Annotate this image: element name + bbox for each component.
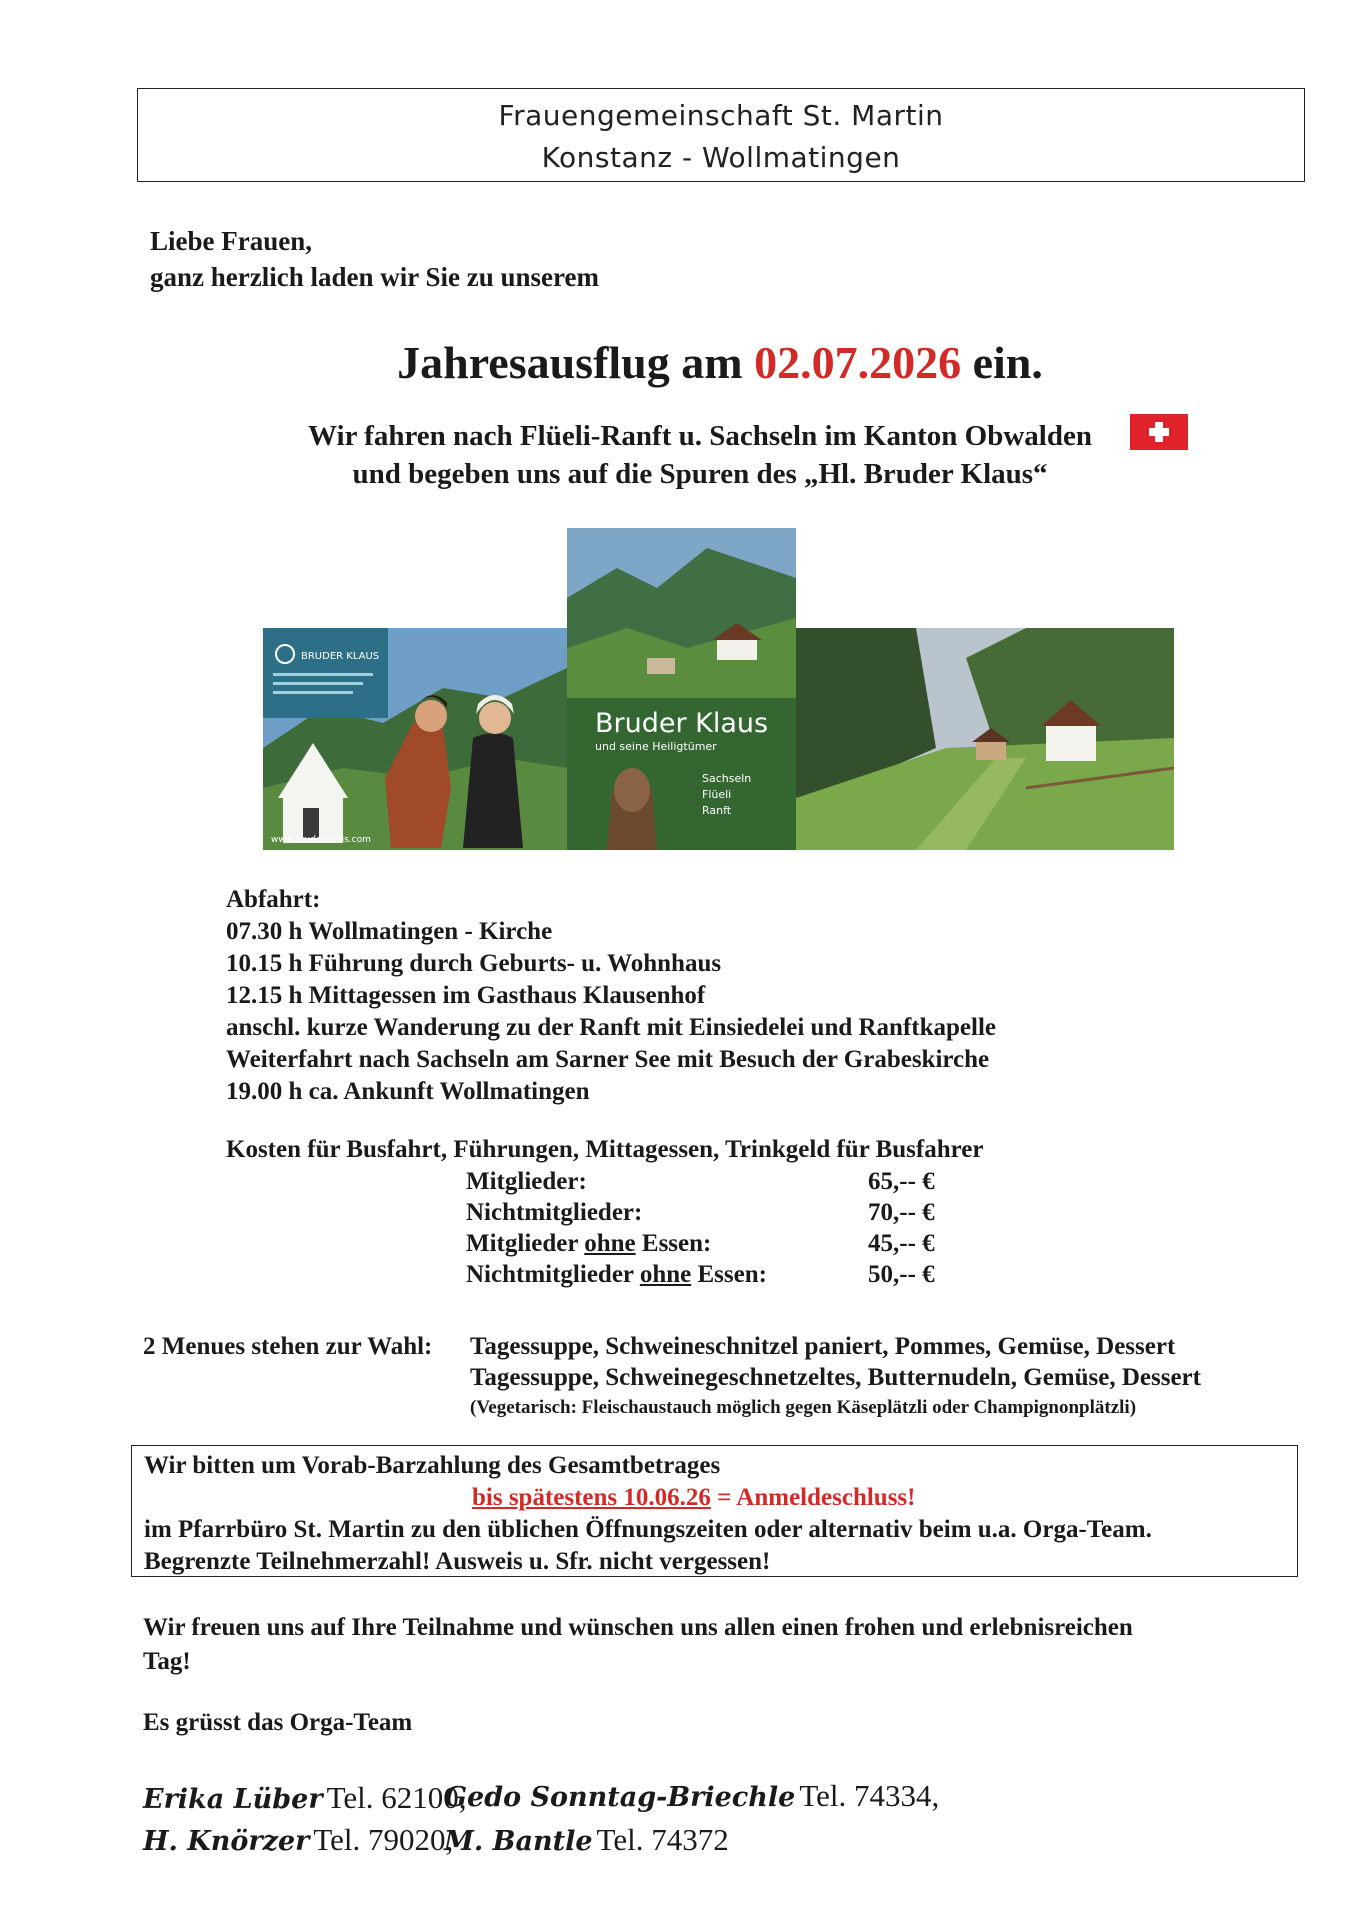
photo-bruder-klaus-mural: [263, 628, 567, 850]
cost-price-nonmembers-no-meal: 50,-- €: [868, 1261, 935, 1288]
intro-line-2: und begeben uns auf die Spuren des „Hl. Bruder Klaus“: [352, 458, 1048, 490]
intro-line-1: Wir fahren nach Flüeli-Ranft u. Sachseln im Kanton Obwalden: [308, 420, 1092, 452]
menu-label: 2 Menues stehen zur Wahl:: [143, 1333, 433, 1360]
contact-3-signature: H. Knörzer: [143, 1826, 310, 1857]
cost-price-members-no-meal: 45,-- €: [868, 1230, 935, 1257]
title-prefix: Jahresausflug am: [397, 337, 755, 388]
closing-line-1: Wir freuen uns auf Ihre Teilnahme und wünschen uns allen einen frohen und erlebnisreichen: [143, 1614, 1133, 1641]
contact-4: [444, 1822, 729, 1858]
contact-2-phone: Tel. 74334,: [799, 1778, 940, 1813]
book-subtitle: und seine Heiligtümer: [595, 740, 717, 753]
organization-location: Konstanz - Wollmatingen: [541, 141, 901, 174]
cost-price-nonmembers: 70,-- €: [868, 1199, 935, 1226]
cost-heading: Kosten für Busfahrt, Führungen, Mittagessen, Trinkgeld für Busfahrer: [226, 1136, 984, 1163]
payment-notice: Begrenzte Teilnehmerzahl! Ausweis u. Sfr. nicht vergessen!: [144, 1548, 771, 1575]
cost-label-members-no-meal: Mitglieder ohne Essen:: [466, 1230, 712, 1257]
contact-3: [143, 1822, 453, 1858]
schedule-heading: Abfahrt:: [226, 886, 321, 913]
book-place-3: Ranft: [702, 804, 732, 817]
trip-date: 02.07.2026: [754, 337, 962, 388]
schedule-item-4: anschl. kurze Wanderung zu der Ranft mit Einsiedelei und Ranftkapelle: [226, 1014, 996, 1041]
photo-bruder-klaus-book-cover: [567, 528, 796, 850]
swiss-flag-icon: [1130, 414, 1188, 450]
cost-label-nonmembers: Nichtmitglieder:: [466, 1199, 643, 1226]
cost-label-nonmembers-no-meal: Nichtmitglieder ohne Essen:: [466, 1261, 767, 1288]
closing-regards: Es grüsst das Orga-Team: [143, 1709, 413, 1736]
payment-line-1: Wir bitten um Vorab-Barzahlung des Gesamtbetrages: [144, 1452, 721, 1479]
payment-location: im Pfarrbüro St. Martin zu den üblichen Öffnungszeiten oder alternativ beim u.a. Orga-Team.: [144, 1516, 1152, 1543]
organization-name: Frauengemeinschaft St. Martin: [498, 99, 944, 132]
menu-option-1: Tagessuppe, Schweineschnitzel paniert, Pommes, Gemüse, Dessert: [470, 1333, 1176, 1360]
contact-4-signature: M. Bantle: [444, 1826, 593, 1857]
contact-3-phone: Tel. 79020,: [313, 1822, 454, 1857]
schedule-item-3: 12.15 h Mittagessen im Gasthaus Klausenhof: [226, 982, 706, 1009]
registration-deadline: bis spätestens 10.06.26 = Anmeldeschluss!: [472, 1484, 916, 1511]
greeting-line-2: ganz herzlich laden wir Sie zu unserem: [150, 262, 599, 292]
photo-flueli-ranft-valley: [796, 628, 1174, 850]
page-title: [0, 336, 1357, 389]
book-place-1: Sachseln: [702, 772, 752, 785]
schedule-item-5: Weiterfahrt nach Sachseln am Sarner See mit Besuch der Grabeskirche: [226, 1046, 990, 1073]
contact-1-phone: Tel. 62100,: [326, 1780, 467, 1815]
greeting-line-1: Liebe Frauen,: [150, 226, 312, 256]
contact-1: [143, 1780, 466, 1816]
contact-2-signature: Gedo Sonntag-Briechle: [444, 1782, 796, 1813]
contact-1-signature: Erika Lüber: [143, 1784, 323, 1815]
book-title: Bruder Klaus: [595, 708, 769, 739]
mural-sign-text: BRUDER KLAUS: [301, 651, 380, 662]
menu-vegetarian-note: (Vegetarisch: Fleischaustauch möglich gegen Käseplätzli oder Champignonplätzli): [470, 1397, 1137, 1418]
schedule-item-2: 10.15 h Führung durch Geburts- u. Wohnhaus: [226, 950, 722, 977]
closing-line-2: Tag!: [143, 1648, 191, 1675]
schedule-item-6: 19.00 h ca. Ankunft Wollmatingen: [226, 1078, 590, 1105]
contact-4-phone: Tel. 74372: [596, 1822, 729, 1857]
book-place-2: Flüeli: [702, 788, 732, 801]
menu-option-2: Tagessuppe, Schweinegeschnetzeltes, Butternudeln, Gemüse, Dessert: [470, 1364, 1201, 1391]
cost-price-members: 65,-- €: [868, 1168, 935, 1195]
mural-url: www.bruderklaus.com: [271, 835, 371, 845]
contact-2: [444, 1778, 939, 1814]
cost-label-members: Mitglieder:: [466, 1168, 587, 1195]
schedule-item-1: 07.30 h Wollmatingen - Kirche: [226, 918, 553, 945]
header-box: [137, 88, 1305, 182]
title-suffix: ein.: [961, 337, 1043, 388]
